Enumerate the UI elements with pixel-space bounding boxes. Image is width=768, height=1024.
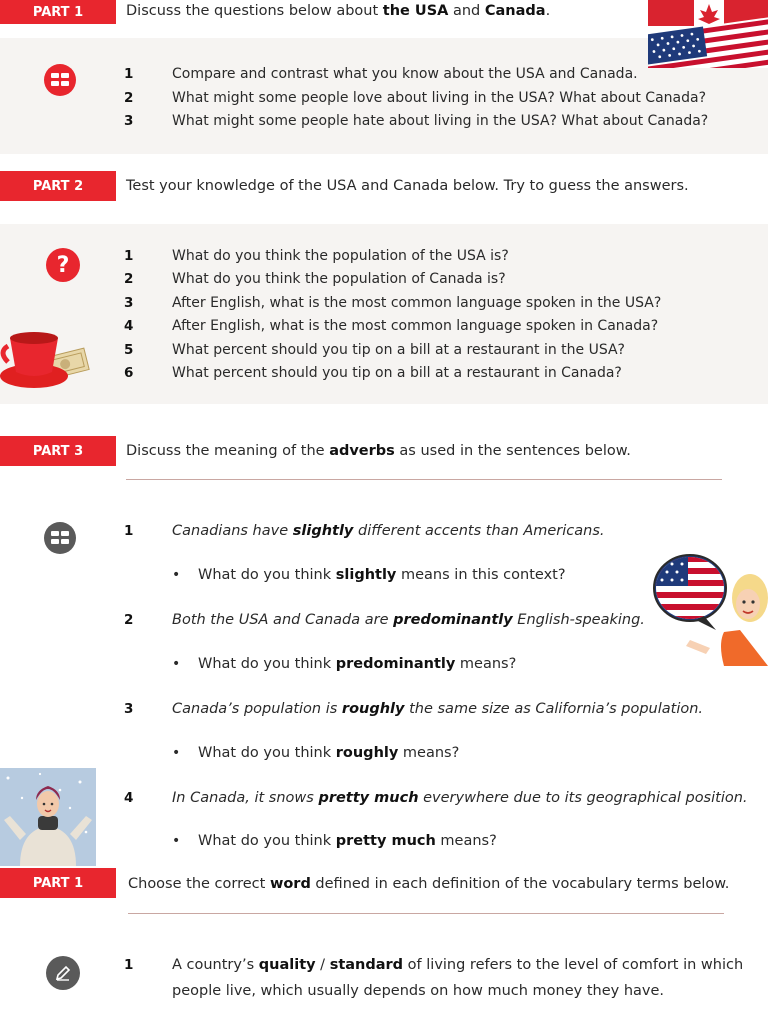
pencil-icon (46, 956, 80, 990)
list-item: 6 What percent should you tip on a bill at a restaurant in Canada? (124, 365, 622, 381)
adverb-sentence: 4 In Canada, it snows pretty much everywhere due to its geographical position. (124, 790, 748, 806)
vocabulary-item-line2: people live, which usually depends on how much money they have. (172, 983, 665, 999)
part2-instructions: Test your knowledge of the USA and Canada below. Try to guess the answers. (126, 178, 689, 194)
woman-in-snow-image (0, 768, 96, 866)
teacup-tip-image (0, 322, 92, 394)
part3-divider (126, 479, 722, 480)
question-mark-icon: ? (46, 248, 80, 282)
part1-instructions: Discuss the questions below about the USA and Canada. (126, 3, 551, 19)
adverb-question: • What do you think roughly means? (172, 745, 460, 761)
vocabulary-item: 1 A country’s quality / standard of living refers to the level of comfort in which (124, 957, 744, 973)
list-item: 2 What do you think the population of Canada is? (124, 271, 506, 287)
list-item: 3 What might some people hate about living in the USA? What about Canada? (124, 113, 709, 129)
part1-badge: PART 1 (0, 0, 116, 24)
part3-instructions: Discuss the meaning of the adverbs as used in the sentences below. (126, 443, 631, 459)
adverb-question: • What do you think predominantly means? (172, 656, 517, 672)
list-item: 1 What do you think the population of the USA is? (124, 248, 509, 264)
list-item: 3 After English, what is the most common language spoken in the USA? (124, 295, 662, 311)
woman-usa-speech-bubble-image (652, 548, 768, 666)
part4-divider (128, 913, 724, 914)
list-item: 5 What percent should you tip on a bill at a restaurant in the USA? (124, 342, 625, 358)
adverb-sentence: 3 Canada’s population is roughly the same size as California’s population. (124, 701, 704, 717)
part3-badge: PART 3 (0, 436, 116, 466)
adverb-question: • What do you think pretty much means? (172, 833, 497, 849)
list-item: 2 What might some people love about living in the USA? What about Canada? (124, 90, 707, 106)
discussion-icon (44, 64, 76, 96)
part4-instructions: Choose the correct word defined in each definition of the vocabulary terms below. (128, 876, 730, 892)
adverb-sentence: 2 Both the USA and Canada are predominantly English-speaking. (124, 612, 645, 628)
usa-canada-flags-image (648, 0, 768, 68)
list-item: 1 Compare and contrast what you know about the USA and Canada. (124, 66, 638, 82)
adverb-question: • What do you think slightly means in this context? (172, 567, 566, 583)
discussion-icon (44, 522, 76, 554)
part2-badge: PART 2 (0, 171, 116, 201)
adverb-sentence: 1 Canadians have slightly different accents than Americans. (124, 523, 605, 539)
part4-badge: PART 1 (0, 868, 116, 898)
list-item: 4 After English, what is the most common language spoken in Canada? (124, 318, 659, 334)
